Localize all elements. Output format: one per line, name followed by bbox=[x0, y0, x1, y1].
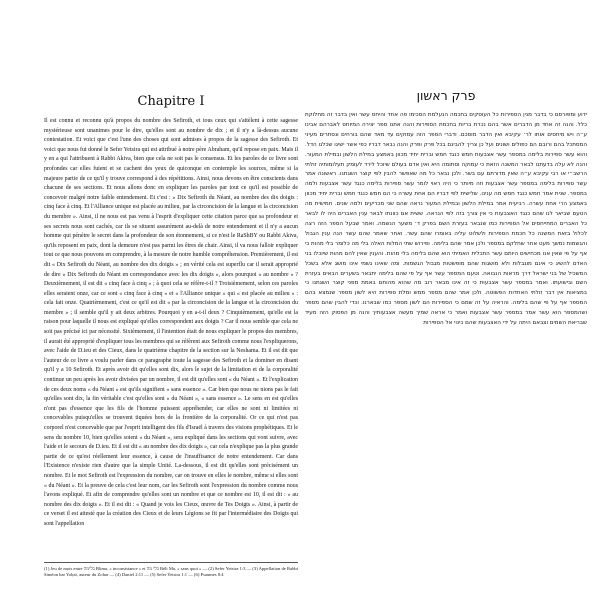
french-body-text: Il est connu et reconnu qu'à propos du nombre des Sefiroth, et tous ceux qui s'attèlent à cette sagesse mystérieuse sont unanimes pour le dire, qu'elles sont au nombre de dix ; et il n'y a là-dessus aucune contestation. Et voici que c'est l'une des choses qui sont admises à propos de la sagesse des Sefiroth. Et voici que nous fut donné le Sefer Yetsira qui est attribué à notre père Abraham, qu'il repose en paix. Mais il y en a qui l'attribuent à Rabbi Akiva, bien que cela ne soit pas le consensus. Et les paroles de ce livre sont profondes car elles fuient et se cachent des yeux de quiconque en contemple les sources, même si la majeure partie de ce qu'il y trouve correspond à des répétitions. Ainsi, nous devons en être conscients dans chacune de ses sections. Et nous allons donc en expliquer les paroles par tout ce qu'il est possible de concevoir malgré notre faible entendement. Et c'est : « Dix Sefiroth du Néant, au nombre des dix doigts : cinq face à cinq. Et l'Alliance unique est placée au milieu, par la circoncision de la langue et la circoncision du membre ». Ainsi, il ne nous est pas venu à l'esprit d'expliquer cette citation parce que sa profondeur et ses secrets nous sont cachés, car ils se situent assurément au-delà de notre entendement et il n'y a aucun homme qui pénètre le secret dans la profondeur de son étonnement, si ce n'est le RaShBY ou Rabbi Akiva, qu'ils reposent en paix, dont la demeure n'est pas parmi les êtres de chair. Ainsi, il va nous falloir expliquer tout ce que nous pouvons en comprendre, à la mesure de notre humble compréhension. Premièrement, il est dit « Dix Sefiroth du Néant, au nombre des dix doigts » ; en vérité cela est superflu car il serait approprié de dire « Dix Sefiroth du Néant en correspondance avec les dix doigts », alors pourquoi « au nombre » ? Deuxièmement, il est dit « cinq face à cinq » ; à quoi cela se réfère-t-il ? Troisièmement, selon ces paroles elles seraient onze, car ce sont « cinq face à cinq » et « l'Alliance unique » qui « est placée au milieu » : cela fait onze. Quatrièmement, c'est ce qu'il est dit « par la circoncision de la langue et la circoncision du membre » ; il semble qu'il y ait deux arbitres. Pourquoi y en a-t-il deux ? Cinquièmement, qu'elle est la raison pour laquelle il nous est expliqué qu'elles correspondent aux doigts ? Car il nous semble que cela ne soit pas précisé ici par nécessité. Sixièmement, il l'intention était de nous expliquer le propos des membres, il aurait été approprié d'expliquer tous les membres qui se réfèrent aux Sefiroth comme nous l'expliquerons, avec l'aide de D.ieu et des Cieux, dans le quatrième chapitre de la section sur la Neshama. Et il est dit que l'auteur de ce livre a voulu parler dans ce paragraphe toute la sagesse des Sefiroth et la dominer en disant qu'il y a 10 Sefiroth. Et après avoir dit qu'elles sont dix, alors le sujet de la limitation et de la corporalité continue un peu après les avoir divisées par un nombre, il est dit qu'elles sont « du Néant ». Et l'explication de ces deux noms « du Néant » est qu'ils signifient « sans essence ». Car bien que nous ne nions pas le fait qu'elles sont dix, la fin véritable c'est qu'elles sont « du Néant », « sans essence ». Le sens en est qu'elles n'ont pas d'essence que les fils de l'homme puissent appréhender, car elles ne sont ni limitées ni concevables puisqu'elles se trouvent tiquées hors de la frontière de la corporalité. Or ce qui n'est pas corporel n'est concevable que par l'esprit intelligent des fils d'Israël à travers des visions prophétiques. Et le sens du nombre 10, bien qu'elles soient « du Néant », sera expliqué dans les sections qui vont suivre, avec l'aide et le secours de D.ieu. Et il est dit « au nombre des dix doigts », car cela n'explique pas la plus grande partie de ce qu'est réellement leur essence, à cause de l'insuffisance de notre entendement. Car dans l'Existence n'existe rien d'autre que la simple Unité. La-dessous, il est dit qu'elles sont précisément un nombre. Et le mot Sefiroth est l'expression du nombre, car on trouve en elles le nombre, même si elles sont « du Néant ». Et la preuve de cela c'est leur nom, car les Sefiroth sont l'expression du nombre comme nous l'avons expliqué. Et afin de comprendre qu'elles sont un nombre et que ce nombre est 10, il est dit : « au nombre des dix doigts ». Et il est dit : « Quand je vois les Cieux, œuvre de Tes Doigts ». Ainsi, à partir de ce verset il est attesté que la création des Cieux et de leurs Légions se fit par l'intermédiaire des Doigts qui sont l'appellation bbox=[44, 118, 298, 527]
hebrew-column bbox=[305, 88, 587, 448]
footnotes: (1) Jeu de mots entre בלימה Blima, « inconsistance » et בלי מה Béli Ma, « sans quoi » — (2) Sefer Yetsira 1:3 — (3) Appellation de Rabbi Siméon bar Yoḥaï, auteur du Zohar — (4) Daniel 2:11 — (5) Sefer Yetsira 1:1 — (6) Psaumes 8:4 bbox=[44, 566, 298, 578]
footnote-divider bbox=[44, 562, 298, 563]
french-column bbox=[44, 88, 298, 566]
hebrew-chapter-heading: פרק ראשון bbox=[416, 88, 476, 103]
chapter-heading: Chapitre I bbox=[137, 94, 205, 109]
hebrew-body-text: ידוע ומפורסם כי בדבר מנין הספירות כל העוסקים בחכמה הנעלמת הסכימו פה אחד והיחס עשר ואין בדבר זה מחלוקת כלל. והנה זה אחד מן הדברים אשר בהם נכרת בריות בחכמת הספירות והנה אתנו ספר יצירה המיוחס לאברהם אבינו ע״ה ויש מיחסים אותו לר׳ עקיבא ואין הדבר מוסכם. ודברי הספר הזה עמוקים עד מאד שהם בורחים ונסתרים מעיני המסתכל בהם ורובם הם כפולים ושונים ועל כן צריך להבינם בכל פרק ופרק והנה נבאר דבריו כפי אשר ישיגו שכלנו הדל. והוא עשר ספירות בלימה במספר עשר אצבעות חמש כנגד חמש וברית יחיד מכוון באמצע במילת הלשון ובמילת המעור. והנה לא עלה בדעתנו לבאר המשנה הזאת כי עמוקה וסתומה היא ואין אדם בעולם שיוכל לירד לעומק תעלומותיה זולתי הרשב״י או רבי עקיבא ע״ה שאין מדורתם עם בשר. ולכן נבאר כל מה שאפשר להבין לפי קוצר השגתנו. ראשונה אמר עשר ספירות בלימה במספר עשר אצבעות וזה מיותר כי היה ראוי לומר עשר ספירות בלימה כנגד עשר אצבעות ולמה במספר. שנית אמר חמש כנגד חמש מה ענינו. שלישית לפי דבריו הם אחת עשרה כי הם חמש כנגד חמש וברית יחיד מכוון באמצע הרי אחת עשרה. רביעית אמר במילת הלשון ובמילת המעור נראה שהם שני מכריעים ולמה שנים. חמישית מה הטעם שביאר לנו שהם כנגד האצבעות כי אין צורך בזה לפי הנראה. ששית אם כוונתו לבאר ענין האברים היה לו לבאר כל האברים המתייחסים אל הספירות כמו שנבאר בעזרת השם בפרק ד׳ משער הנשמה. ואמר שבעל הספר הזה רצה לכלול בזאת המשנה כל חכמת הספירות ולשלוט עליה באומרו שהם עשר. ואחר שאמר שהם עשר הנה ענין הגבול והגשמות נמשך מעט אחר שחלקם במספר ולכן אמר שהם בלימה. ופירוש שתי המלות האלה בלי מה כלומר בלי מהות כי אף על פי שאין אנו מכחישים היותם עשר התכלית האמיתי הוא שהם בלימה בלי מהות. והענין שאין להם מהות שיוכלו בני האדם להשיג כי אינם מוגבלות ולא מושגות שהם מופשטות מגבול הגשמות. ומה שאינו גשמי אינו מושג אלא בשכל המשכיל של בני ישראל דרך מראות הנבואה. וטעם המספר עשר אף על פי שהם בלימה יתבאר בשערים הבאים בעזרת השם ובישועתו. ואמר במספר עשר אצבעות כי זה אינו מבאר רוב מה שהוא מהותם באמת מפני קוצר השגתנו כי במציאות אין דבר זולתי האחדות הפשוטה. ולכן אמר שהם מספר ממש ומלת ספירות היא לשון מספר שנמצא בהם המספר אף על פי שהם בלימה. והראיה על זה שמם כי הספירות הם לשון מספר כמו שבארנו. וכדי להבין שהם מספר ושהמספר הוא עשר אמר במספר עשר אצבעות ואמר כי אראה שמיך מעשה אצבעותיך והנה מן הפסוק הזה מעיד שבריאת השמים וצבאם היתה על ידי האצבעות שהם כינוי אל הספירות bbox=[305, 112, 587, 327]
